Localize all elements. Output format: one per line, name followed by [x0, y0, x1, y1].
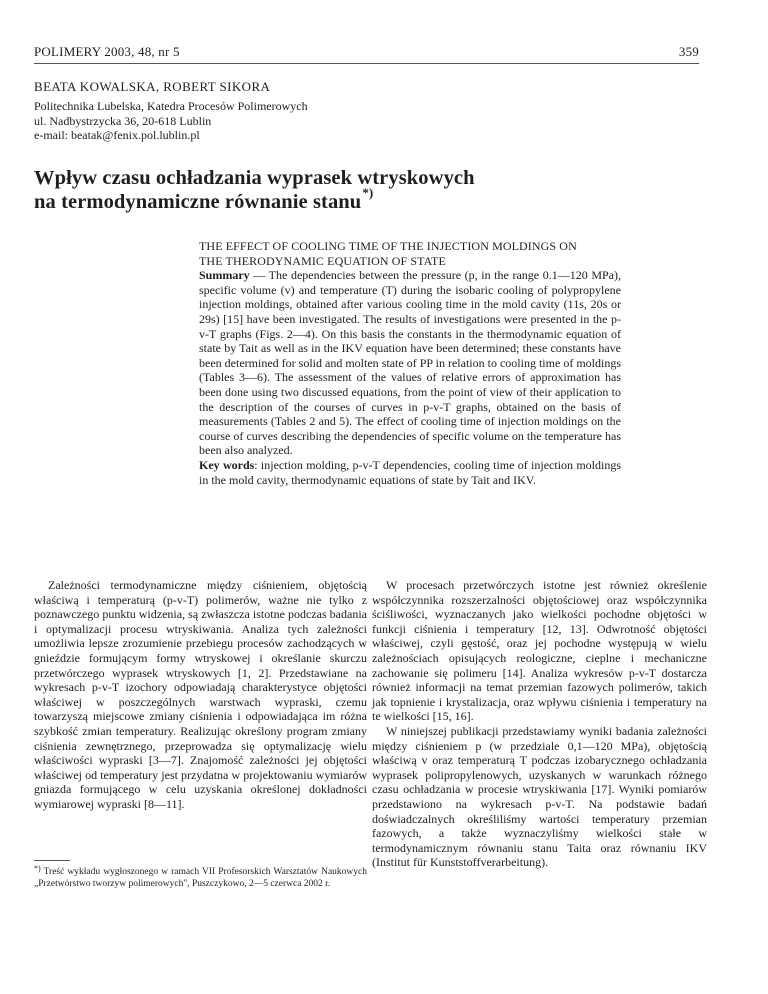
body-column-left: [34, 578, 367, 812]
english-abstract: [199, 239, 621, 487]
footnote-text: Treść wykładu wygłoszonego w ramach VII Profesorskich Warsztatów Naukowych „Przetwórstwo tworzyw polimerowych", Puszczykowo, 2—5 czerwca 2002 r.: [34, 867, 367, 889]
title-line-1: Wpływ czasu ochładzania wyprasek wtryskowych: [34, 167, 475, 189]
affiliation-institution: Politechnika Lubelska, Katedra Procesów Polimerowych: [34, 99, 308, 113]
abstract-summary: [199, 268, 621, 458]
authors: BEATA KOWALSKA, ROBERT SIKORA: [34, 79, 271, 94]
keywords-label: Key words: [199, 457, 255, 472]
body-column-right: [372, 578, 707, 870]
affiliation-address: ul. Nadbystrzycka 36, 20-618 Lublin: [34, 113, 212, 128]
summary-text: — The dependencies between the pressure (p, in the range 0.1—120 MPa), specific volume (v) and temperature (T) during the isobaric cooling of polypropylene injection moldings, obtained after various cooling time in the mold cavity (11s, 20s or 29s) [15] have been investigated. The results of investigations were presented in the p-v-T graphs (Figs. 2—4). On this basis the constants in the thermodynamic equation of state by Tait as well as in the IKV equation have been determined; these constants have been determined for solid and molten state of PP in relation to cooling time of moldings (Tables 3—6). The assessment of the values of relative errors of approximation has been done using two discussed equations, from the point of view of their application to the description of the courses of curves in p-v-T graphs, obtained on the basis of measurements (Tables 2 and 5). The effect of cooling time of injection moldings on the course of curves describing the dependencies of specific volume on the temperature has been also analyzed.: [199, 268, 621, 458]
title-line-2: na termodynamiczne równanie stanu: [34, 191, 362, 213]
affiliation: [34, 99, 308, 143]
page-number: 359: [678, 44, 699, 59]
header-rule: [34, 63, 699, 64]
summary-label: Summary: [199, 268, 250, 283]
body-paragraph: W procesach przetwórczych istotne jest również określenie współczynnika rozszerzalności objętościowej oraz współczynnika ściśliwości, wyznaczanych jako wielkości pochodne objętości w funkcji ciśnienia i temperatury [12, 13]. Odwrotność objętości właściwej, czyli gęstość, oraz jej pochodne występują w wielu zależnościach opisujących reologiczne, cieplne i mechaniczne zachowanie się polimeru [14]. Analiza wykresów p-v-T dostarcza również informacji na temat przemian fazowych polimerów, takich jak topnienie i krystalizacja, oraz wpływu ciśnienia i temperatury na te wielkości [15, 16].: [372, 578, 707, 724]
body-paragraph: W niniejszej publikacji przedstawiamy wyniki badania zależności między ciśnieniem p (w przedziale 0,1—120 MPa), objętością właściwą v oraz temperaturą T podczas izobarycznego ochładzania wyprasek polipropylenowych, uzyskanych w warunkach różnego czasu ochładzania w procesie wtryskiwania [17]. Wyniki pomiarów przedstawiono na wykresach p-v-T. Na podstawie badań doświadczalnych określiliśmy wartości temperatury przemian fazowych, a także wyznaczyliśmy wielkości stałe w termodynamicznym równaniu stanu Taita oraz równaniu IKV (Institut für Kunststoffverarbeitung).: [372, 723, 707, 870]
abstract-title-line-2: THE THERODYNAMIC EQUATION OF STATE: [199, 253, 446, 268]
abstract-title-line-1: THE EFFECT OF COOLING TIME OF THE INJECTION MOLDINGS ON: [199, 239, 577, 253]
title-footnote-mark: *): [362, 185, 374, 200]
body-paragraph: Zależności termodynamiczne między ciśnieniem, objętością właściwą i temperaturą (p-v-T) polimerów, ważne nie tylko z poznawczego punktu widzenia, są zwłaszcza istotne podczas badania i optymalizacji procesu wtryskiwania. Analiza tych zależności umożliwia lepsze zrozumienie przebiegu procesów zachodzących w gnieździe formującym formy wtryskowej i określanie skurczu przetwórczego wyprasek wtryskowych [1, 2]. Przedstawiane na wykresach p-v-T izochory odpowiadają charakterystyce objętości właściwej w poszczególnych warstwach wypraski, czemu towarzyszą miejscowe zmiany ciśnienia i odpowiadająca im różna szybkość zmian temperatury. Realizując określony program zmiany ciśnienia zewnętrznego, przeprowadza się optymalizację wielu właściwości wypraski [3—7]. Znajomość zależności jej objętości właściwej od temperatury jest przydatna w projektowaniu wymiarów gniazda formującego w celu uzyskania określonej dokładności wymiarowej wypraski [8—11].: [34, 578, 367, 811]
footnote: [34, 866, 367, 890]
article-title: [34, 166, 475, 216]
footnote-rule: [34, 860, 70, 861]
footnote-mark: *): [34, 864, 41, 873]
keywords-text: : injection molding, p-v-T dependencies, cooling time of injection moldings in the mold cavity, thermodynamic equations of state by Tait and IKV.: [199, 457, 621, 487]
abstract-keywords: [199, 458, 621, 487]
running-header-journal: POLIMERY 2003, 48, nr 5: [34, 44, 180, 59]
affiliation-email: e-mail: beatak@fenix.pol.lublin.pl: [34, 128, 200, 142]
